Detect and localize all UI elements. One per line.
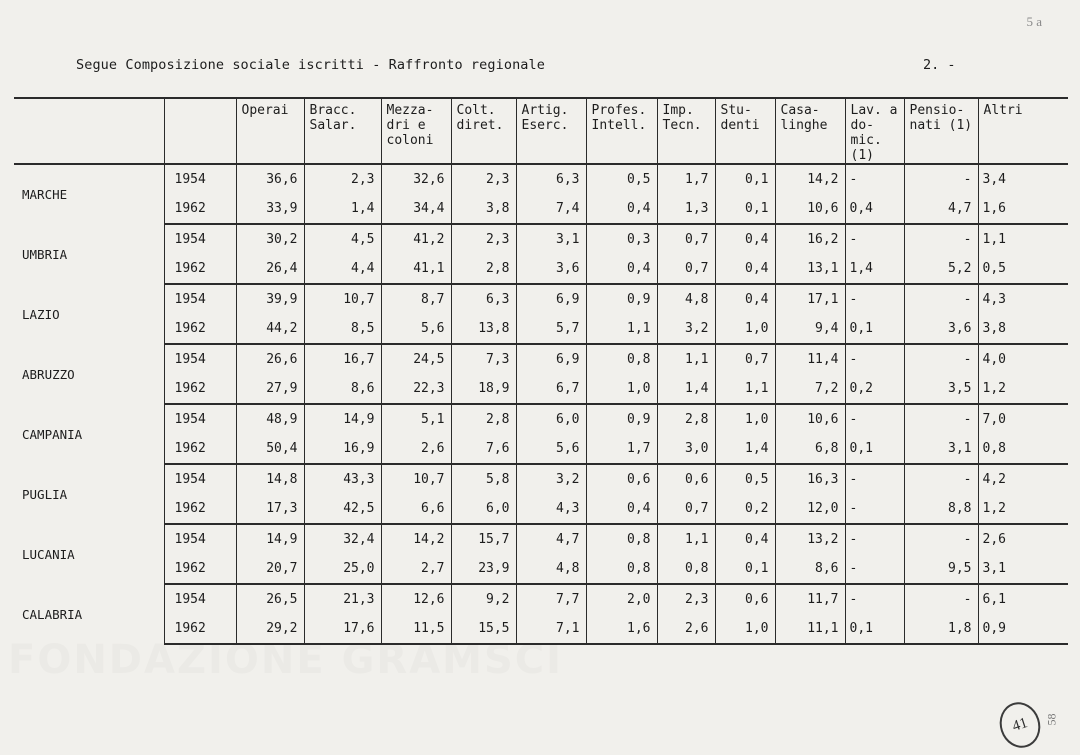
watermark: FONDAZIONE GRAMSCI: [8, 637, 564, 683]
value-cell-lav: -: [845, 494, 904, 524]
value-cell-mezz: 24,5: [381, 344, 451, 374]
value-cell-casa: 17,1: [775, 284, 845, 314]
value-cell-altri: 0,5: [978, 254, 1068, 284]
value-cell-colt: 6,0: [451, 494, 516, 524]
value-cell-pens: 9,5: [904, 554, 978, 584]
value-cell-pens: 5,2: [904, 254, 978, 284]
value-cell-pens: 3,5: [904, 374, 978, 404]
value-cell-bracc: 42,5: [304, 494, 381, 524]
value-cell-artig: 7,7: [516, 584, 586, 614]
value-cell-stud: 0,2: [715, 494, 775, 524]
value-cell-imp: 4,8: [657, 284, 715, 314]
value-cell-altri: 1,6: [978, 194, 1068, 224]
value-cell-bracc: 21,3: [304, 584, 381, 614]
value-cell-operai: 48,9: [236, 404, 304, 434]
value-cell-operai: 39,9: [236, 284, 304, 314]
value-cell-lav: -: [845, 464, 904, 494]
value-cell-pens: -: [904, 404, 978, 434]
value-cell-colt: 15,7: [451, 524, 516, 554]
value-cell-casa: 13,1: [775, 254, 845, 284]
value-cell-profes: 0,4: [586, 194, 657, 224]
value-cell-mezz: 8,7: [381, 284, 451, 314]
column-header-artig: Artig. Eserc.: [516, 98, 586, 164]
value-cell-profes: 0,9: [586, 404, 657, 434]
value-cell-colt: 2,3: [451, 164, 516, 194]
value-cell-altri: 0,8: [978, 434, 1068, 464]
value-cell-bracc: 1,4: [304, 194, 381, 224]
value-cell-profes: 0,4: [586, 494, 657, 524]
table-body: [14, 164, 1068, 644]
value-cell-operai: 50,4: [236, 434, 304, 464]
value-cell-imp: 3,2: [657, 314, 715, 344]
value-cell-colt: 7,3: [451, 344, 516, 374]
value-cell-altri: 4,3: [978, 284, 1068, 314]
value-cell-operai: 27,9: [236, 374, 304, 404]
value-cell-altri: 1,2: [978, 494, 1068, 524]
year-cell: 1962: [164, 194, 236, 224]
column-header-operai: Operai: [236, 98, 304, 164]
value-cell-imp: 1,7: [657, 164, 715, 194]
region-name: CALABRIA: [22, 606, 83, 622]
value-cell-altri: 6,1: [978, 584, 1068, 614]
value-cell-pens: -: [904, 164, 978, 194]
value-cell-casa: 16,3: [775, 464, 845, 494]
value-cell-profes: 0,9: [586, 284, 657, 314]
value-cell-profes: 0,8: [586, 524, 657, 554]
table-row: [14, 464, 1068, 494]
value-cell-stud: 0,4: [715, 254, 775, 284]
year-cell: 1954: [164, 164, 236, 194]
value-cell-casa: 16,2: [775, 224, 845, 254]
value-cell-pens: -: [904, 344, 978, 374]
value-cell-profes: 1,7: [586, 434, 657, 464]
value-cell-imp: 3,0: [657, 434, 715, 464]
value-cell-operai: 26,6: [236, 344, 304, 374]
value-cell-bracc: 14,9: [304, 404, 381, 434]
value-cell-bracc: 8,6: [304, 374, 381, 404]
value-cell-stud: 0,4: [715, 524, 775, 554]
year-cell: 1954: [164, 524, 236, 554]
region-name: CAMPANIA: [22, 426, 83, 442]
value-cell-artig: 6,7: [516, 374, 586, 404]
value-cell-colt: 2,3: [451, 224, 516, 254]
value-cell-stud: 1,1: [715, 374, 775, 404]
value-cell-lav: 0,4: [845, 194, 904, 224]
value-cell-lav: -: [845, 344, 904, 374]
value-cell-artig: 5,7: [516, 314, 586, 344]
value-cell-profes: 0,8: [586, 344, 657, 374]
value-cell-colt: 15,5: [451, 614, 516, 644]
value-cell-operai: 17,3: [236, 494, 304, 524]
value-cell-operai: 20,7: [236, 554, 304, 584]
value-cell-stud: 1,0: [715, 614, 775, 644]
year-cell: 1954: [164, 464, 236, 494]
column-header-stud: Stu- denti: [715, 98, 775, 164]
value-cell-pens: 3,6: [904, 314, 978, 344]
value-cell-profes: 1,1: [586, 314, 657, 344]
value-cell-lav: 0,1: [845, 614, 904, 644]
value-cell-bracc: 32,4: [304, 524, 381, 554]
value-cell-artig: 6,9: [516, 284, 586, 314]
value-cell-artig: 5,6: [516, 434, 586, 464]
table-row: [14, 554, 1068, 584]
value-cell-profes: 2,0: [586, 584, 657, 614]
value-cell-lav: 0,2: [845, 374, 904, 404]
value-cell-artig: 4,3: [516, 494, 586, 524]
value-cell-colt: 23,9: [451, 554, 516, 584]
value-cell-pens: 1,8: [904, 614, 978, 644]
value-cell-lav: 0,1: [845, 434, 904, 464]
value-cell-colt: 7,6: [451, 434, 516, 464]
table-row: [14, 584, 1068, 614]
region-name: MARCHE: [22, 187, 68, 202]
header-row: [14, 98, 1068, 164]
column-header-colt: Colt. diret.: [451, 98, 516, 164]
page-label: 2. -: [923, 57, 956, 73]
value-cell-altri: 3,1: [978, 554, 1068, 584]
value-cell-pens: -: [904, 464, 978, 494]
value-cell-mezz: 41,1: [381, 254, 451, 284]
column-header-profes: Profes. Intell.: [586, 98, 657, 164]
value-cell-colt: 2,8: [451, 404, 516, 434]
value-cell-mezz: 14,2: [381, 524, 451, 554]
value-cell-mezz: 34,4: [381, 194, 451, 224]
value-cell-lav: -: [845, 164, 904, 194]
value-cell-pens: -: [904, 584, 978, 614]
value-cell-bracc: 16,9: [304, 434, 381, 464]
column-header-pens: Pensio- nati (1): [904, 98, 978, 164]
value-cell-altri: 4,2: [978, 464, 1068, 494]
column-header-mezz: Mezza- dri e coloni: [381, 98, 451, 164]
value-cell-mezz: 12,6: [381, 584, 451, 614]
value-cell-altri: 7,0: [978, 404, 1068, 434]
value-cell-imp: 1,3: [657, 194, 715, 224]
table-row: [14, 494, 1068, 524]
value-cell-colt: 2,8: [451, 254, 516, 284]
value-cell-casa: 11,1: [775, 614, 845, 644]
value-cell-profes: 0,4: [586, 254, 657, 284]
value-cell-casa: 11,4: [775, 344, 845, 374]
value-cell-profes: 1,0: [586, 374, 657, 404]
value-cell-casa: 9,4: [775, 314, 845, 344]
value-cell-altri: 1,2: [978, 374, 1068, 404]
region-name: LAZIO: [22, 306, 60, 322]
value-cell-colt: 9,2: [451, 584, 516, 614]
table-row: [14, 614, 1068, 644]
year-cell: 1962: [164, 374, 236, 404]
value-cell-lav: 0,1: [845, 314, 904, 344]
value-cell-stud: 0,4: [715, 224, 775, 254]
value-cell-imp: 2,6: [657, 614, 715, 644]
value-cell-pens: -: [904, 284, 978, 314]
value-cell-profes: 0,8: [586, 554, 657, 584]
value-cell-mezz: 32,6: [381, 164, 451, 194]
value-cell-stud: 0,4: [715, 284, 775, 314]
value-cell-pens: 3,1: [904, 434, 978, 464]
page-number-corner: 5 a: [1026, 14, 1042, 29]
value-cell-lav: -: [845, 404, 904, 434]
value-cell-stud: 0,1: [715, 164, 775, 194]
year-cell: 1954: [164, 584, 236, 614]
value-cell-profes: 1,6: [586, 614, 657, 644]
value-cell-colt: 6,3: [451, 284, 516, 314]
year-cell: 1954: [164, 224, 236, 254]
value-cell-operai: 26,5: [236, 584, 304, 614]
column-header-casa: Casa- linghe: [775, 98, 845, 164]
value-cell-imp: 0,7: [657, 494, 715, 524]
value-cell-imp: 2,8: [657, 404, 715, 434]
value-cell-pens: -: [904, 524, 978, 554]
value-cell-imp: 0,7: [657, 224, 715, 254]
value-cell-bracc: 16,7: [304, 344, 381, 374]
value-cell-altri: 4,0: [978, 344, 1068, 374]
value-cell-profes: 0,5: [586, 164, 657, 194]
table-row: [14, 404, 1068, 434]
table-row: [14, 434, 1068, 464]
value-cell-operai: 14,9: [236, 524, 304, 554]
value-cell-stud: 0,7: [715, 344, 775, 374]
column-header-bracc: Bracc. Salar.: [304, 98, 381, 164]
value-cell-stud: 1,0: [715, 314, 775, 344]
value-cell-casa: 10,6: [775, 404, 845, 434]
value-cell-colt: 13,8: [451, 314, 516, 344]
value-cell-artig: 6,3: [516, 164, 586, 194]
region-name: PUGLIA: [22, 486, 68, 502]
value-cell-mezz: 2,7: [381, 554, 451, 584]
value-cell-lav: -: [845, 284, 904, 314]
value-cell-stud: 0,5: [715, 464, 775, 494]
value-cell-bracc: 43,3: [304, 464, 381, 494]
year-cell: 1962: [164, 254, 236, 284]
column-header-altri: Altri: [978, 98, 1068, 164]
value-cell-mezz: 2,6: [381, 434, 451, 464]
value-cell-imp: 0,7: [657, 254, 715, 284]
value-cell-profes: 0,6: [586, 464, 657, 494]
value-cell-imp: 1,1: [657, 524, 715, 554]
value-cell-casa: 10,6: [775, 194, 845, 224]
value-cell-pens: -: [904, 224, 978, 254]
value-cell-casa: 13,2: [775, 524, 845, 554]
region-name: LUCANIA: [22, 546, 75, 562]
column-header-imp: Imp. Tecn.: [657, 98, 715, 164]
value-cell-lav: -: [845, 224, 904, 254]
value-cell-bracc: 4,5: [304, 224, 381, 254]
year-cell: 1962: [164, 434, 236, 464]
value-cell-colt: 3,8: [451, 194, 516, 224]
region-name: UMBRIA: [22, 246, 68, 262]
value-cell-artig: 7,1: [516, 614, 586, 644]
value-cell-mezz: 11,5: [381, 614, 451, 644]
value-cell-artig: 4,8: [516, 554, 586, 584]
value-cell-altri: 1,1: [978, 224, 1068, 254]
value-cell-operai: 44,2: [236, 314, 304, 344]
value-cell-bracc: 4,4: [304, 254, 381, 284]
value-cell-artig: 3,2: [516, 464, 586, 494]
value-cell-pens: 8,8: [904, 494, 978, 524]
value-cell-mezz: 5,1: [381, 404, 451, 434]
value-cell-casa: 8,6: [775, 554, 845, 584]
value-cell-lav: 1,4: [845, 254, 904, 284]
table-row: [14, 254, 1068, 284]
value-cell-operai: 26,4: [236, 254, 304, 284]
column-header-lav: Lav. a do- mic.(1): [845, 98, 904, 164]
value-cell-operai: 14,8: [236, 464, 304, 494]
value-cell-lav: -: [845, 554, 904, 584]
value-cell-altri: 0,9: [978, 614, 1068, 644]
value-cell-imp: 1,4: [657, 374, 715, 404]
value-cell-artig: 7,4: [516, 194, 586, 224]
document-title: Segue Composizione sociale iscritti - Raffronto regionale: [76, 57, 545, 73]
value-cell-lav: -: [845, 524, 904, 554]
table-row: [14, 314, 1068, 344]
year-cell: 1962: [164, 314, 236, 344]
value-cell-stud: 1,4: [715, 434, 775, 464]
value-cell-bracc: 17,6: [304, 614, 381, 644]
value-cell-colt: 5,8: [451, 464, 516, 494]
value-cell-pens: 4,7: [904, 194, 978, 224]
year-cell: 1962: [164, 494, 236, 524]
table-row: [14, 344, 1068, 374]
regional-composition-table: [14, 97, 1068, 645]
value-cell-artig: 3,1: [516, 224, 586, 254]
value-cell-imp: 2,3: [657, 584, 715, 614]
value-cell-artig: 6,0: [516, 404, 586, 434]
page-number-margin: 58: [1044, 713, 1059, 726]
value-cell-operai: 33,9: [236, 194, 304, 224]
value-cell-stud: 1,0: [715, 404, 775, 434]
value-cell-altri: 3,4: [978, 164, 1068, 194]
table-row: [14, 284, 1068, 314]
value-cell-profes: 0,3: [586, 224, 657, 254]
value-cell-bracc: 25,0: [304, 554, 381, 584]
value-cell-altri: 3,8: [978, 314, 1068, 344]
value-cell-casa: 11,7: [775, 584, 845, 614]
value-cell-mezz: 10,7: [381, 464, 451, 494]
value-cell-artig: 3,6: [516, 254, 586, 284]
value-cell-artig: 4,7: [516, 524, 586, 554]
value-cell-bracc: 10,7: [304, 284, 381, 314]
value-cell-casa: 12,0: [775, 494, 845, 524]
region-column-header: [14, 98, 164, 164]
value-cell-colt: 18,9: [451, 374, 516, 404]
value-cell-altri: 2,6: [978, 524, 1068, 554]
year-column-header: [164, 98, 236, 164]
table-row: [14, 194, 1068, 224]
value-cell-operai: 30,2: [236, 224, 304, 254]
value-cell-operai: 36,6: [236, 164, 304, 194]
year-cell: 1962: [164, 554, 236, 584]
value-cell-lav: -: [845, 584, 904, 614]
region-name: ABRUZZO: [22, 366, 75, 382]
year-cell: 1962: [164, 614, 236, 644]
year-cell: 1954: [164, 284, 236, 314]
table-row: [14, 224, 1068, 254]
table-row: [14, 164, 1068, 194]
value-cell-stud: 0,1: [715, 194, 775, 224]
value-cell-casa: 14,2: [775, 164, 845, 194]
value-cell-imp: 0,6: [657, 464, 715, 494]
value-cell-mezz: 6,6: [381, 494, 451, 524]
archive-stamp: 41: [994, 697, 1046, 753]
value-cell-stud: 0,1: [715, 554, 775, 584]
table-row: [14, 524, 1068, 554]
value-cell-bracc: 8,5: [304, 314, 381, 344]
value-cell-stud: 0,6: [715, 584, 775, 614]
value-cell-imp: 1,1: [657, 344, 715, 374]
value-cell-operai: 29,2: [236, 614, 304, 644]
value-cell-artig: 6,9: [516, 344, 586, 374]
value-cell-imp: 0,8: [657, 554, 715, 584]
value-cell-mezz: 5,6: [381, 314, 451, 344]
value-cell-casa: 7,2: [775, 374, 845, 404]
value-cell-casa: 6,8: [775, 434, 845, 464]
value-cell-bracc: 2,3: [304, 164, 381, 194]
value-cell-mezz: 22,3: [381, 374, 451, 404]
year-cell: 1954: [164, 344, 236, 374]
table-header: [14, 98, 1068, 164]
table-row: [14, 374, 1068, 404]
value-cell-mezz: 41,2: [381, 224, 451, 254]
year-cell: 1954: [164, 404, 236, 434]
